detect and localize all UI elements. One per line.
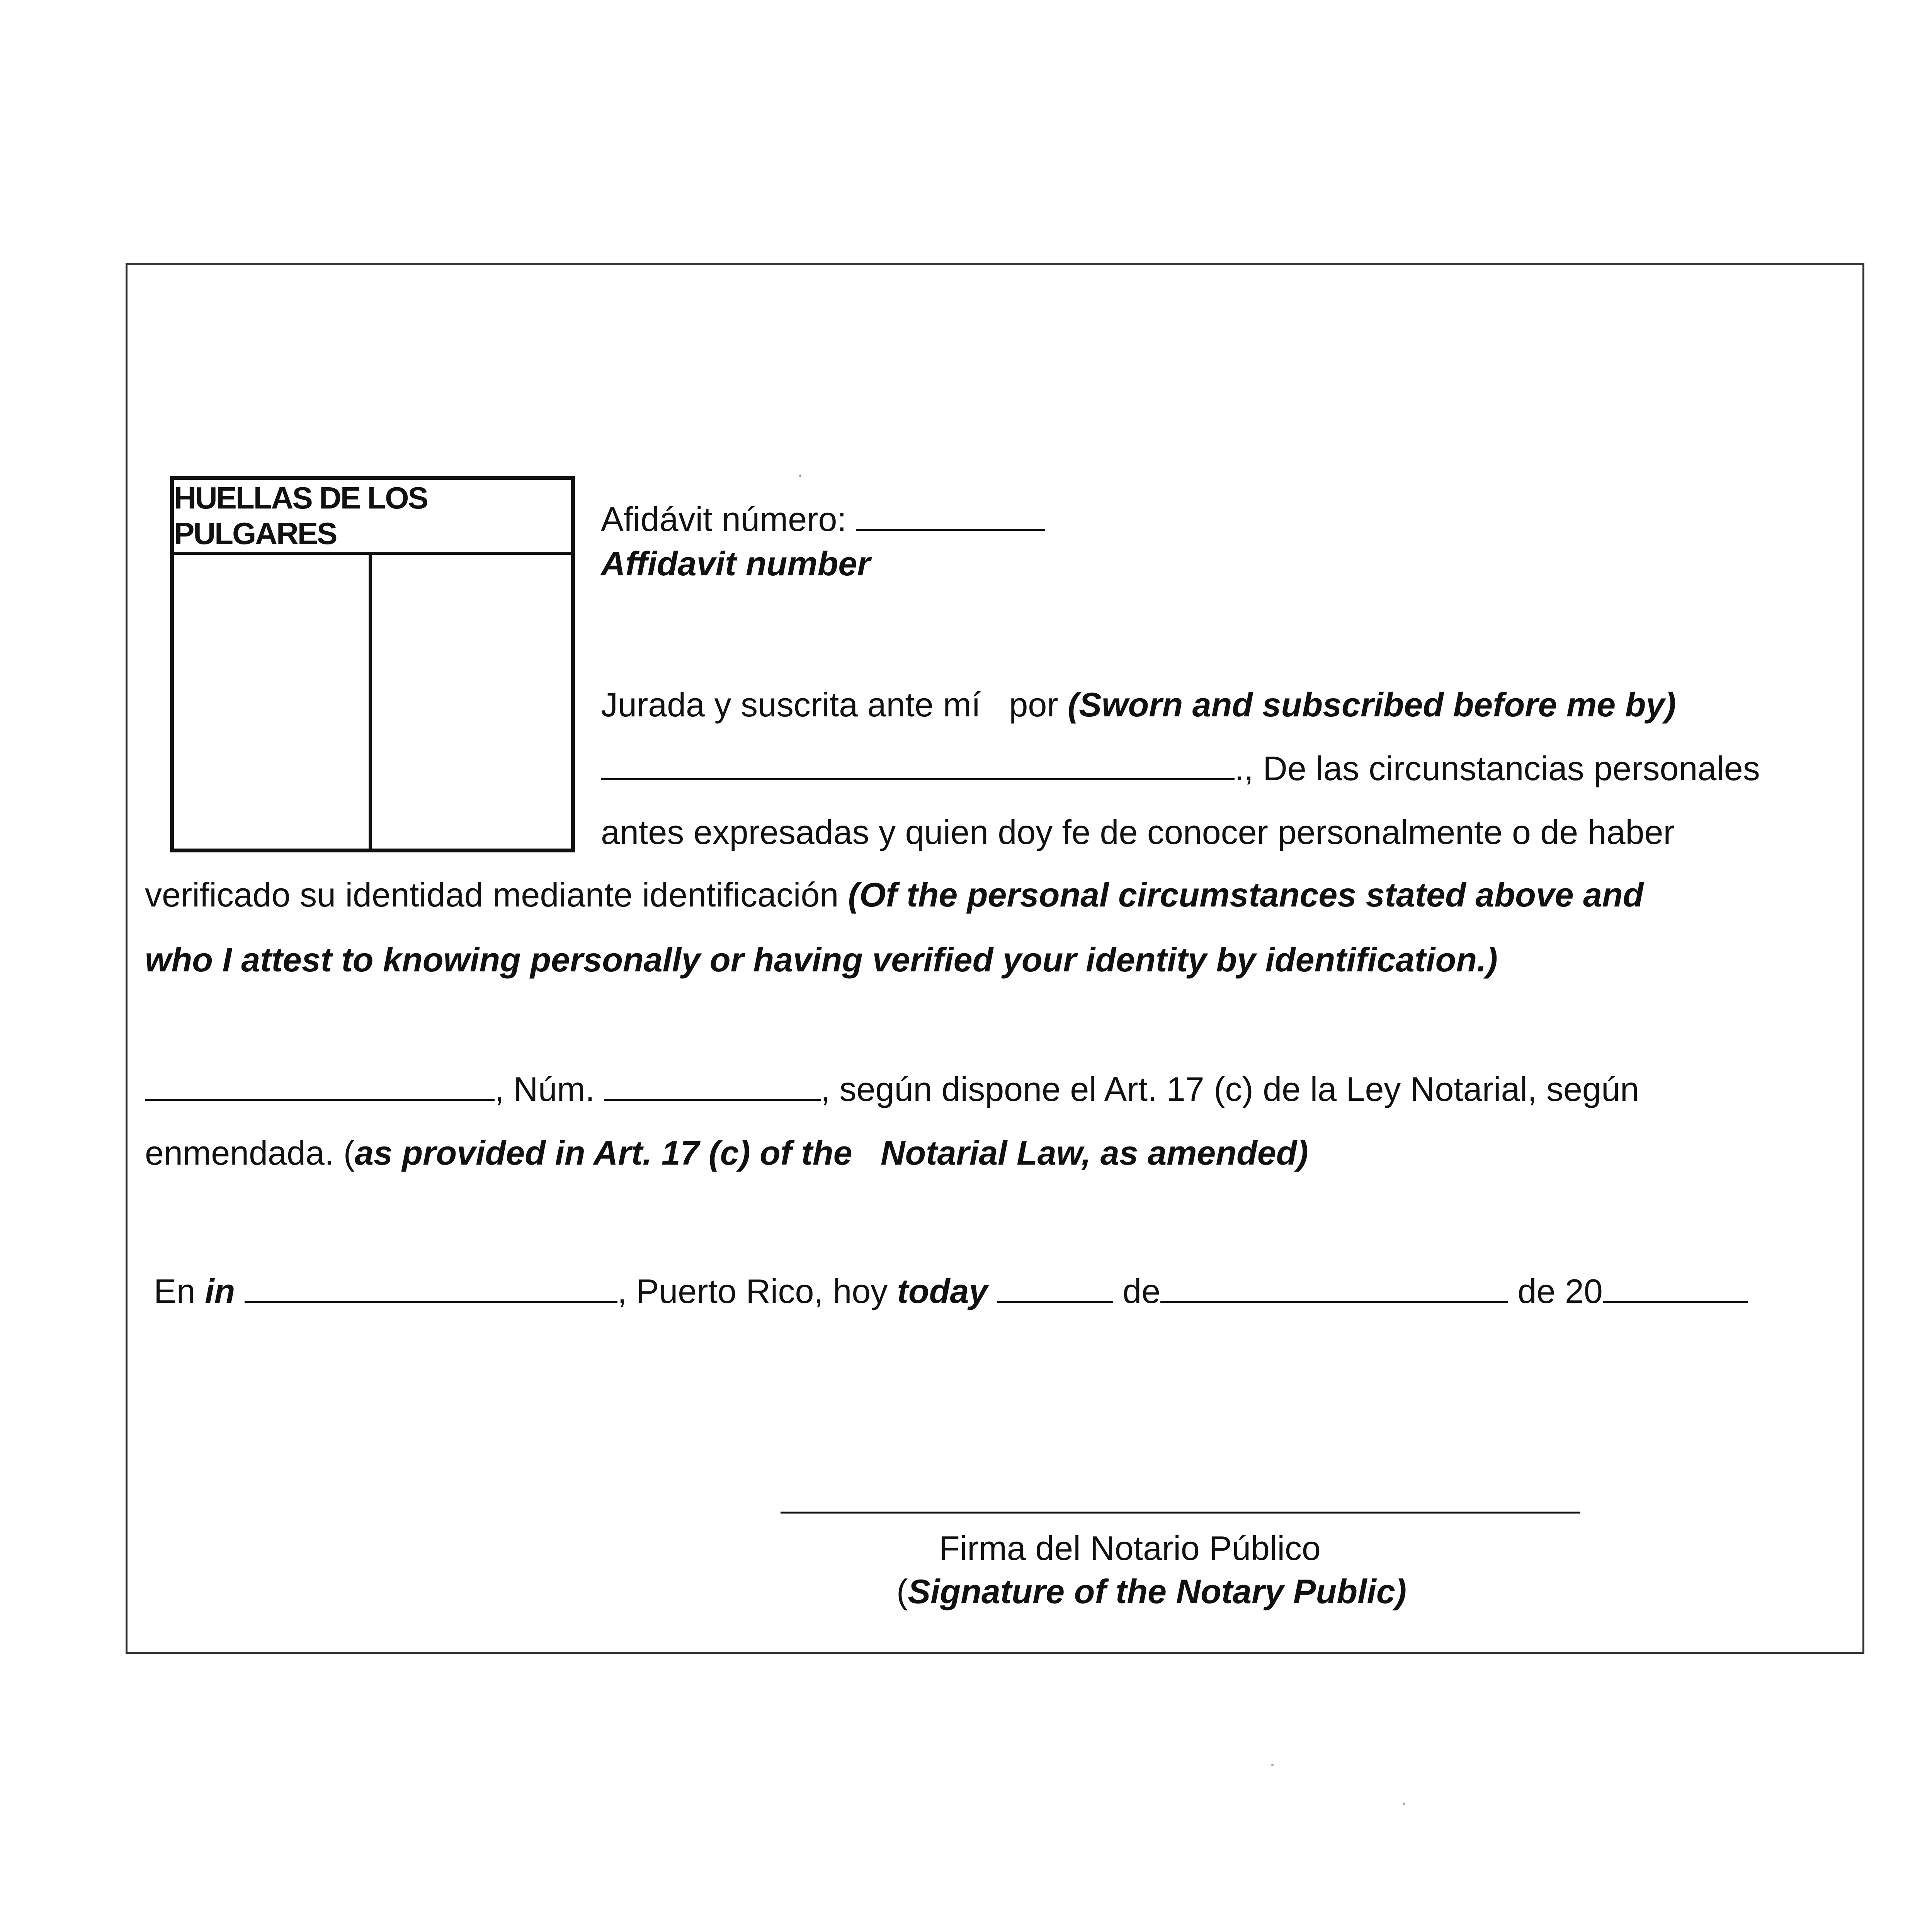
scan-speck xyxy=(1403,1803,1405,1805)
de-20-label: de 20 xyxy=(1517,1272,1603,1310)
law-text: , según dispone el Art. 17 (c) de la Ley Notarial, según xyxy=(820,1070,1639,1108)
left-thumbprint-area xyxy=(174,555,372,849)
signature-open-paren: ( xyxy=(896,1572,908,1611)
right-thumbprint-area xyxy=(372,555,571,849)
city-field[interactable] xyxy=(245,1299,617,1303)
signature-label-en-line xyxy=(896,1572,1407,1611)
signature-label-es: Firma del Notario Público xyxy=(939,1529,1321,1567)
affiant-name-field[interactable] xyxy=(601,777,1235,780)
num-label: , Núm. xyxy=(495,1070,595,1108)
en-label: En xyxy=(154,1272,196,1310)
amended-line xyxy=(145,1136,1308,1170)
scan-speck xyxy=(1271,1764,1274,1766)
attest-text-line5: who I attest to knowing personally or having verified your identity by identification.) xyxy=(145,940,1498,979)
puerto-rico-text: , Puerto Rico, hoy xyxy=(617,1272,888,1310)
attest-text-line3: antes expresadas y quien doy fe de conocer personalmente o de haber xyxy=(601,813,1675,851)
sworn-line xyxy=(601,685,1676,724)
place-date-line xyxy=(154,1274,1748,1308)
thumbprint-box xyxy=(170,476,575,852)
signature-line[interactable] xyxy=(781,1512,1580,1514)
day-field[interactable] xyxy=(997,1299,1113,1303)
amended-label-es: enmendada. ( xyxy=(145,1134,355,1172)
sworn-label-es: Jurada y suscrita ante mí por xyxy=(601,685,1058,724)
identification-line xyxy=(145,1072,1639,1106)
identification-label-en: (Of the personal circumstances stated above and xyxy=(848,876,1644,914)
sworn-label-en: (Sworn and subscribed before me by) xyxy=(1068,685,1676,724)
today-label: today xyxy=(897,1272,988,1310)
amended-label-en: as provided in Art. 17 (c) of the Notarial Law, as amended) xyxy=(355,1134,1308,1172)
identification-label-es: verificado su identidad mediante identificación xyxy=(145,876,839,914)
affidavit-number-line xyxy=(601,502,1045,536)
signature-label-en: Signature of the Notary Public) xyxy=(908,1572,1407,1611)
de-label-1: de xyxy=(1122,1272,1161,1310)
scan-speck xyxy=(799,474,801,477)
circumstances-text: ., De las circunstancias personales xyxy=(1235,749,1760,787)
in-label: in xyxy=(205,1272,235,1310)
identification-type-field[interactable] xyxy=(145,1097,495,1101)
month-field[interactable] xyxy=(1160,1299,1508,1303)
affidavit-number-field[interactable] xyxy=(856,527,1045,531)
year-field[interactable] xyxy=(1603,1299,1748,1303)
attest-text-line4 xyxy=(145,878,1644,912)
identification-number-field[interactable] xyxy=(604,1097,821,1101)
sworn-name-line xyxy=(601,749,1760,787)
affidavit-number-label: Afidávit número: xyxy=(601,500,847,538)
thumbprint-title: HUELLAS DE LOS PULGARES xyxy=(174,480,571,555)
affidavit-number-label-en: Affidavit number xyxy=(601,544,871,583)
